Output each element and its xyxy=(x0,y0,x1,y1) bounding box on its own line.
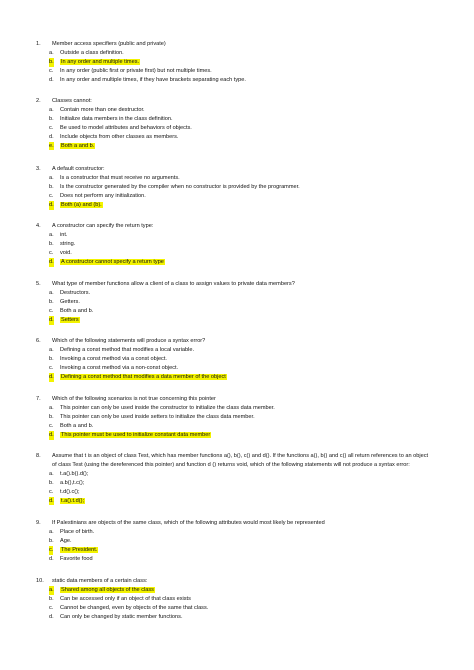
option-c: c. t.d().c(); xyxy=(49,488,80,495)
question-9 xyxy=(36,519,456,564)
option-d-highlighted: d. This pointer must be used to initialize constant data member xyxy=(49,431,211,438)
question-4 xyxy=(36,222,456,267)
question-number: 2. xyxy=(36,98,41,104)
question-7 xyxy=(36,395,456,440)
option-list xyxy=(36,231,456,267)
question-stem-continued: of class Test (using the dereferenced this pointer) and function d () returns void, which of the following statements will not produce a syntax error: xyxy=(52,461,410,468)
question-number: 5. xyxy=(36,281,41,287)
question-stem: 1. Member access specifiers (public and private) xyxy=(36,41,166,47)
option-list xyxy=(36,49,456,85)
option-b: b. Age. xyxy=(49,537,72,544)
option-a: a. Destructors. xyxy=(49,289,91,296)
question-stem: 10. static data members of a certain class: xyxy=(36,578,148,584)
question-number: 10. xyxy=(36,578,44,584)
option-a: a. Place of birth. xyxy=(49,528,95,535)
question-5 xyxy=(36,280,456,325)
option-c: c. void. xyxy=(49,249,72,256)
option-d: d. Include objects from other classes as members. xyxy=(49,133,179,140)
question-stem: 6. Which of the following statements will produce a syntax error? xyxy=(36,338,206,344)
option-c: c. Be used to model attributes and behaviors of objects. xyxy=(49,124,192,131)
option-c: c. Both a and b. xyxy=(49,422,94,429)
option-a: a. int. xyxy=(49,231,68,238)
option-c: c. Cannot be changed, even by objects of the same that class. xyxy=(49,604,209,611)
option-a: a. Outside a class definition. xyxy=(49,49,124,56)
option-a: a. Contain more than one destructor. xyxy=(49,106,145,113)
option-b: b. Initialize data members in the class definition. xyxy=(49,115,173,122)
question-stem: 7. Which of the following scenarios is not true concerning this pointer xyxy=(36,396,216,402)
option-a: a. Defining a const method that modifies a local variable. xyxy=(49,346,195,353)
option-d-highlighted: d. Both (a) and (b). xyxy=(49,201,102,208)
option-a: a. t.a().b().d(); xyxy=(49,470,89,477)
option-b: b. a.b(),t.c(); xyxy=(49,479,85,486)
option-b: b. Is the constructor generated by the compiler when no constructor is provided by the programmer. xyxy=(49,183,300,190)
option-b: b. This pointer can only be used inside setters to initialize the class data member. xyxy=(49,413,255,420)
question-number: 9. xyxy=(36,520,41,526)
option-c: c. Does not perform any initialization. xyxy=(49,192,146,199)
option-d-highlighted: d. A constructor cannot specify a return type xyxy=(49,258,164,265)
question-2 xyxy=(36,97,456,150)
option-c: c. Invoking a const method via a non-const object. xyxy=(49,364,179,371)
question-6 xyxy=(36,337,456,382)
option-a: a. This pointer can only be used inside the constructor to initialize the class data member. xyxy=(49,404,275,411)
option-d-highlighted: d. Setters xyxy=(49,316,79,323)
option-a: a. Is a constructor that must receive no arguments. xyxy=(49,174,180,181)
question-number: 6. xyxy=(36,338,41,344)
question-number: 4. xyxy=(36,223,41,229)
option-list xyxy=(36,470,456,506)
option-a-highlighted: a. Shared among all objects of the class xyxy=(49,586,154,593)
option-c: c. In any order (public first or private first) but not multiple times. xyxy=(49,67,212,74)
question-10 xyxy=(36,577,456,622)
question-number: 7. xyxy=(36,396,41,402)
question-stem: 4. A constructor can specify the return type: xyxy=(36,223,154,229)
option-b: b. Can be accessed only if an object of that class exists xyxy=(49,595,191,602)
option-b: b. Invoking a const method via a const object. xyxy=(49,355,167,362)
question-stem: 9. If Palestinians are objects of the same class, which of the following attributes would most likely be represented xyxy=(36,520,325,526)
question-3 xyxy=(36,165,456,210)
option-list xyxy=(36,528,456,564)
option-list xyxy=(36,174,456,210)
option-list xyxy=(36,346,456,382)
option-c-highlighted: c. The President. xyxy=(49,546,98,553)
question-8 xyxy=(36,452,456,505)
option-d: d. Favorite food xyxy=(49,555,93,562)
question-1 xyxy=(36,40,456,85)
option-b-highlighted: b. In any order and multiple times. xyxy=(49,58,140,65)
option-list xyxy=(36,106,456,151)
option-d: d. In any order and multiple times, if they have brackets separating each type. xyxy=(49,76,246,83)
option-c: c. Both a and b. xyxy=(49,307,94,314)
question-number: 1. xyxy=(36,41,41,47)
option-d-highlighted: d. Defining a const method that modifies a data member of the object xyxy=(49,373,226,380)
question-number: 8. xyxy=(36,453,41,459)
option-b: b. Getters. xyxy=(49,298,80,305)
option-list xyxy=(36,289,456,325)
option-list xyxy=(36,404,456,440)
option-b: b. string. xyxy=(49,240,76,247)
option-d: d. Can only be changed by static member functions. xyxy=(49,613,183,620)
option-list xyxy=(36,586,456,622)
option-d-highlighted: d. t.a().t.d(); xyxy=(49,497,84,504)
option-e-highlighted: e. Both a and b. xyxy=(49,142,95,149)
question-number: 3. xyxy=(36,166,41,172)
question-stem: 8. Assume that t is an object of class Test, which has member functions a(), b(), c() and d(). If the functions a(), b() and c() all return references to an object xyxy=(36,453,429,459)
question-stem: 3. A default constructor: xyxy=(36,166,105,172)
question-stem: 2. Classes cannot: xyxy=(36,98,92,104)
question-stem: 5. What type of member functions allow a client of a class to assign values to private data members? xyxy=(36,281,295,287)
